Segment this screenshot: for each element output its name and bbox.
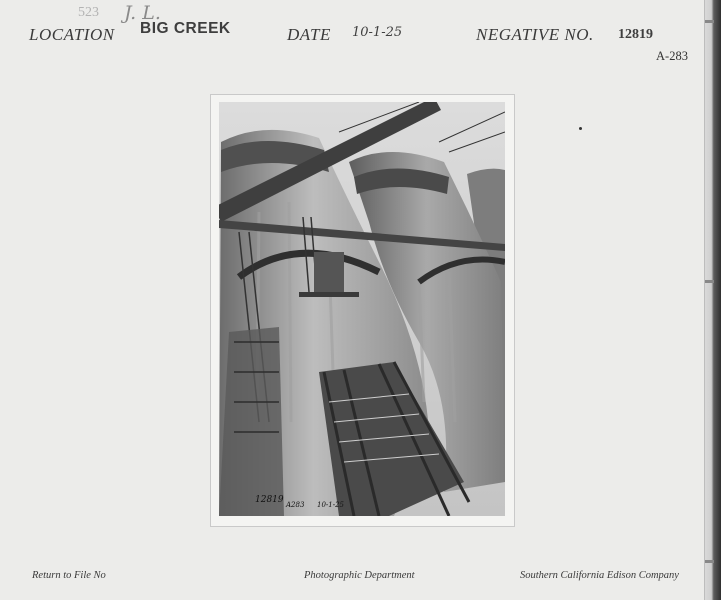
edge-nick [705,20,714,23]
edge-nick [705,280,714,283]
date-label: DATE [287,25,331,44]
photo-caption-date: 10-1-25 [317,501,344,509]
photo-caption-number: 12819 [255,495,284,505]
footer-return-label: Return to File No [32,570,106,581]
edge-nick [705,560,714,563]
footer-company: Southern California Edison Company [520,570,679,581]
negative-number: 12819 [618,27,653,42]
photo-caption-code: A283 [286,501,305,509]
faint-file-number: 523 [78,5,99,20]
photo-image [219,102,505,516]
dam-construction-photo [219,102,505,516]
footer-department: Photographic Department [304,570,415,581]
date-value: 10-1-25 [352,25,403,40]
initials-annotation: J. L. [124,2,161,24]
catalog-code: A-283 [656,49,688,63]
card-edge [705,0,721,600]
specks [579,127,582,130]
negative-label: NEGATIVE NO. [476,25,594,44]
location-value: BIG CREEK [140,20,231,37]
location-label: LOCATION [29,25,115,44]
